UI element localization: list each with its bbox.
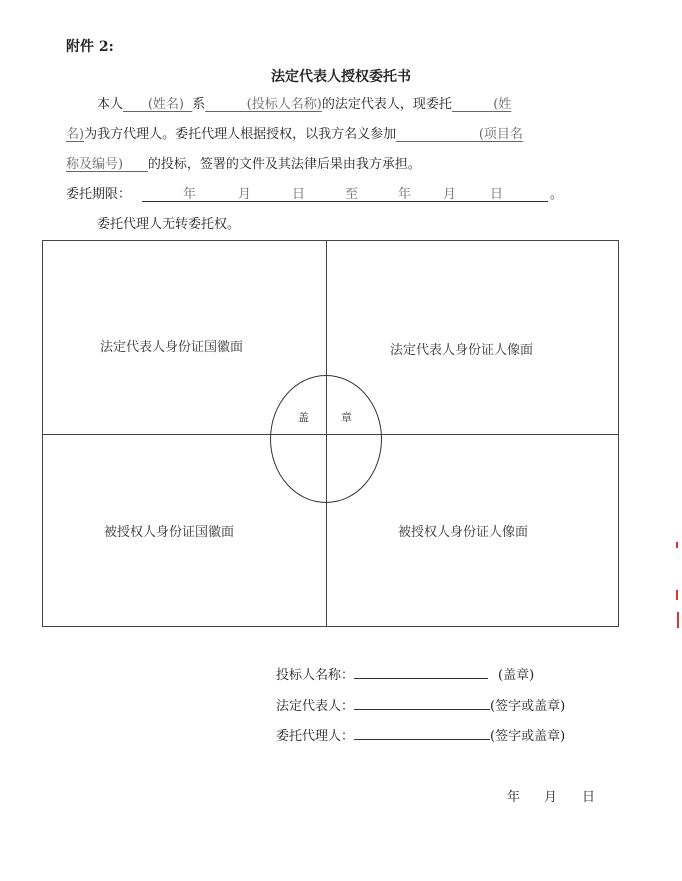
agent-sign-line[interactable] (354, 727, 490, 740)
para-line-3 (66, 156, 421, 173)
para-line-2 (66, 126, 523, 143)
text-ben-ren: 本人 (97, 97, 124, 112)
legal-rep-label: 法定代表人： (276, 699, 355, 714)
period-day-1: 日 (292, 187, 306, 202)
text-xi: 系 (192, 97, 206, 112)
period-day-2: 日 (490, 187, 504, 202)
attachment-label: 附件 2: (66, 39, 114, 55)
agent-note: (签字或盖章) (490, 729, 566, 744)
agent-id-portrait-side: 被授权人身份证人像面 (398, 525, 529, 540)
bidder-note: (盖章) (498, 668, 535, 683)
period-to: 至 (345, 187, 359, 202)
legal-rep-note: (签字或盖章) (490, 699, 566, 714)
date-year: 年 (507, 790, 521, 805)
legal-rep-signature-row (276, 695, 565, 714)
seal-char-left: 盖 (298, 411, 309, 424)
date-month: 月 (544, 790, 558, 805)
text-legal-rep-entrust: 的法定代表人，现委托 (321, 97, 452, 112)
text-bidding-consequence: 的投标，签署的文件及其法律后果由我方承担。 (147, 157, 421, 172)
bidder-label: 投标人名称： (276, 668, 355, 683)
period-month-2: 月 (443, 187, 457, 202)
date-day: 日 (582, 790, 596, 805)
text-as-agent: 为我方代理人。委托代理人根据授权，以我方名义参加 (84, 127, 397, 142)
bidder-signature-row (276, 664, 534, 683)
red-stamp-edge-mark (677, 612, 679, 628)
period-label: 委托期限： (66, 187, 132, 202)
bidder-name-blank: (投标人名称) (246, 97, 322, 112)
period-line (66, 186, 131, 203)
agent-name-blank-1: (姓 (493, 97, 512, 112)
seal-char-right: 章 (341, 411, 352, 424)
document-title: 法定代表人授权委托书 (271, 69, 411, 85)
period-month-1: 月 (238, 187, 252, 202)
no-transfer-text: 委托代理人无转委托权。 (97, 217, 241, 232)
agent-id-emblem-side: 被授权人身份证国徽面 (104, 525, 235, 540)
period-end: 。 (550, 187, 564, 202)
red-stamp-edge-mark (676, 590, 678, 600)
para-line-1 (97, 96, 511, 113)
seal-circle (270, 375, 382, 503)
name-blank: (姓名) (147, 97, 184, 112)
project-blank-1: (项目名 (478, 127, 523, 142)
period-year-1: 年 (183, 187, 197, 202)
legal-id-portrait-side: 法定代表人身份证人像面 (390, 343, 534, 358)
project-blank-2: 称及编号) (66, 157, 124, 172)
legal-rep-sign-line[interactable] (354, 697, 490, 710)
agent-signature-row (276, 725, 565, 744)
agent-label: 委托代理人： (276, 729, 355, 744)
bidder-sign-line[interactable] (354, 666, 488, 679)
red-stamp-edge-mark (676, 542, 678, 548)
agent-name-blank-2: 名) (66, 127, 85, 142)
period-year-2: 年 (398, 187, 412, 202)
legal-id-emblem-side: 法定代表人身份证国徽面 (100, 340, 244, 355)
